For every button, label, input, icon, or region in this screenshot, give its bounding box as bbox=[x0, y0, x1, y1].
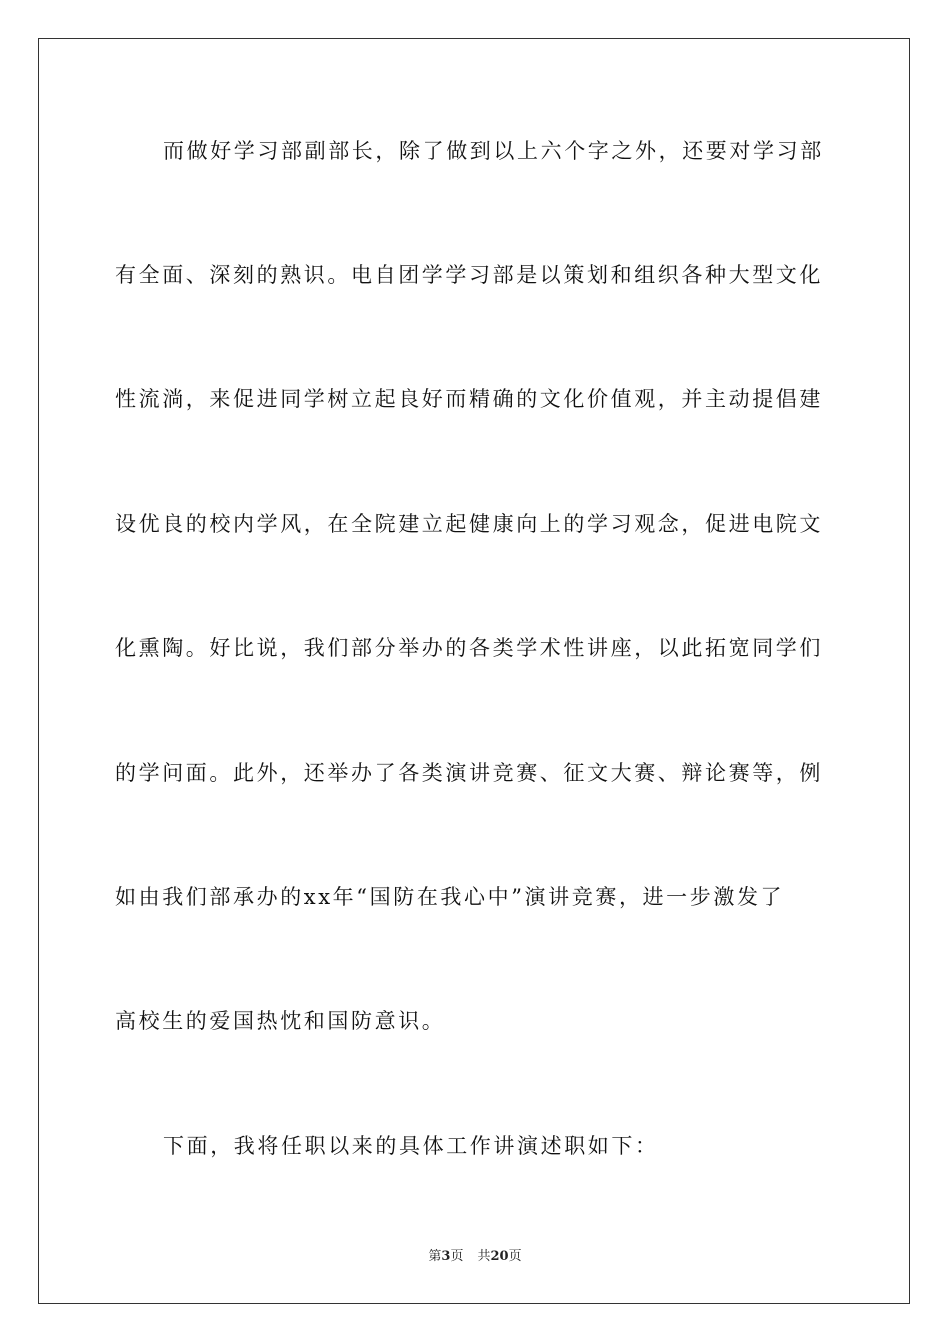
paragraph-line: 如由我们部承办的xx年“国防在我心中”演讲竞赛，进一步激发了 bbox=[115, 885, 785, 909]
page-prefix: 第 bbox=[428, 1249, 442, 1264]
paragraph-line: 性流淌，来促进同学树立起良好而精确的文化价值观，并主动提倡建 bbox=[115, 387, 823, 411]
page-border bbox=[38, 38, 910, 1304]
page-footer bbox=[0, 1248, 950, 1266]
total-unit: 页 bbox=[508, 1249, 522, 1264]
total-pages: 20 bbox=[490, 1249, 509, 1264]
paragraph-line: 而做好学习部副部长，除了做到以上六个字之外，还要对学习部 bbox=[163, 139, 824, 163]
page-number: 3 bbox=[441, 1249, 451, 1264]
paragraph-line: 有全面、深刻的熟识。电自团学学习部是以策划和组织各种大型文化 bbox=[115, 263, 823, 287]
paragraph-line: 高校生的爱国热忱和国防意识。 bbox=[115, 1009, 446, 1033]
paragraph-line: 下面，我将任职以来的具体工作讲演述职如下： bbox=[163, 1134, 659, 1158]
page-unit: 页 bbox=[450, 1249, 464, 1264]
paragraph-line: 设优良的校内学风，在全院建立起健康向上的学习观念，促进电院文 bbox=[115, 512, 823, 536]
total-prefix: 共 bbox=[477, 1249, 491, 1264]
paragraph-line: 的学问面。此外，还举办了各类演讲竞赛、征文大赛、辩论赛等，例 bbox=[115, 761, 823, 785]
paragraph-line: 化熏陶。好比说，我们部分举办的各类学术性讲座，以此拓宽同学们 bbox=[115, 636, 823, 660]
